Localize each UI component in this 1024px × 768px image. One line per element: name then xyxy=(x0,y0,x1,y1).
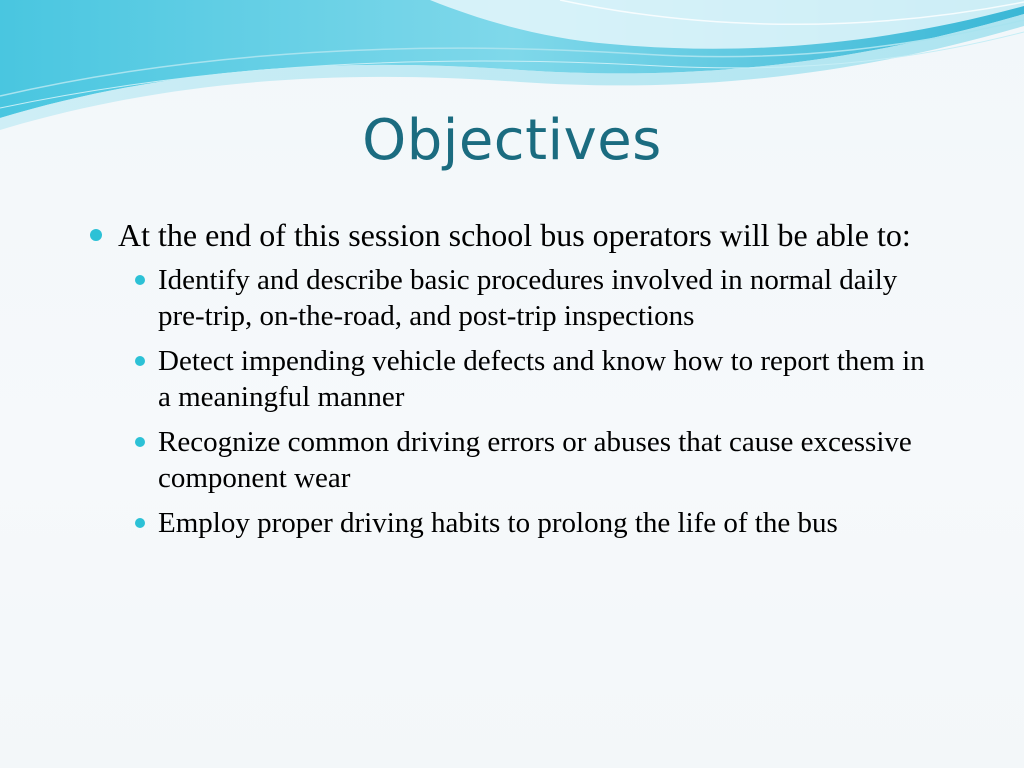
sub-bullet-item xyxy=(128,505,938,541)
bullet-dot-icon xyxy=(135,275,145,285)
main-bullet-item xyxy=(88,216,938,254)
main-bullet-text: At the end of this session school bus operators will be able to: xyxy=(118,217,911,253)
sub-bullet-text: Identify and describe basic procedures involved in normal daily pre-trip, on-the-road, and post-trip inspections xyxy=(158,264,898,332)
sub-bullet-text: Employ proper driving habits to prolong the life of the bus xyxy=(158,507,838,539)
sub-bullet-text: Recognize common driving errors or abuses that cause excessive component wear xyxy=(158,426,912,494)
sub-bullet-item xyxy=(128,262,938,334)
bullet-list xyxy=(88,216,938,550)
sub-bullet-item xyxy=(128,343,938,415)
bullet-dot-icon xyxy=(135,356,145,366)
sub-bullet-item xyxy=(128,424,938,496)
bullet-dot-icon xyxy=(90,229,102,241)
sub-bullet-text: Detect impending vehicle defects and know how to report them in a meaningful manner xyxy=(158,345,925,413)
slide-title: Objectives xyxy=(362,108,662,173)
bullet-dot-icon xyxy=(135,437,145,447)
sub-bullet-list xyxy=(88,262,938,541)
bullet-dot-icon xyxy=(135,518,145,528)
